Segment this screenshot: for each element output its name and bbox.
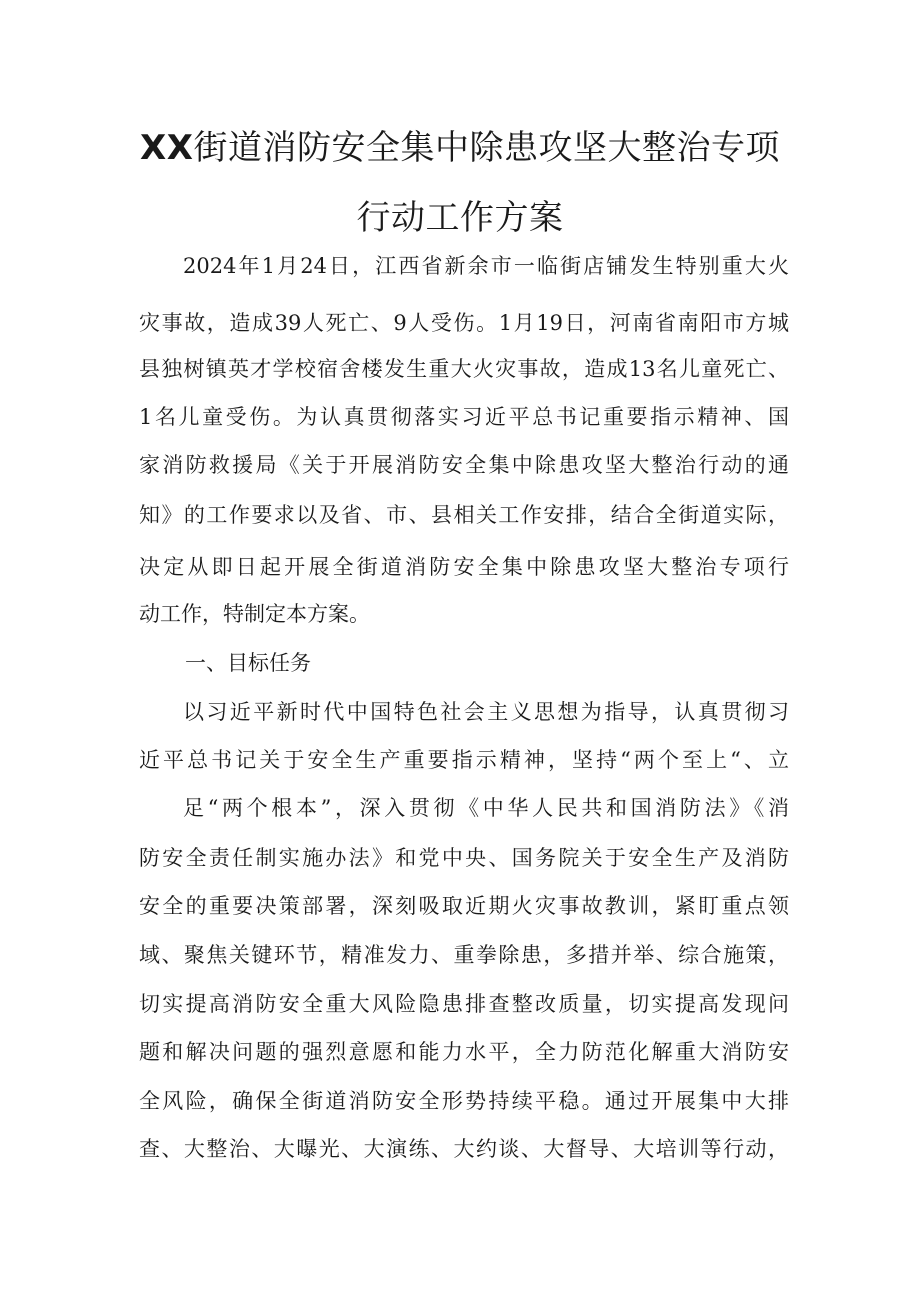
body-line-13: 安全的重要决策部署，深刻吸取近期火灾事故教训，紧盯重点领	[139, 894, 789, 918]
body-line-7: 决定从即日起开展全街道消防安全集中除患攻坚大整治专项行	[139, 555, 789, 579]
body-line-18: 查、大整治、大曝光、大演练、大约谈、大督导、大培训等行动，	[139, 1137, 789, 1161]
body-line-8: 动工作，特制定本方案。	[139, 602, 370, 626]
body-line-16: 题和解决问题的强烈意愿和能力水平，全力防范化解重大消防安	[139, 1040, 789, 1064]
body-line-4: 1名儿童受伤。为认真贯彻落实习近平总书记重要指示精神、国	[139, 405, 789, 429]
body-line-1: 2024年1月24日，江西省新余市一临街店铺发生特别重大火	[183, 254, 789, 278]
body-line-6: 知》的工作要求以及省、市、县相关工作安排，结合全街道实际，	[139, 503, 789, 527]
document-title-line-2: 行动工作方案	[356, 198, 564, 238]
body-line-3: 县独树镇英才学校宿舍楼发生重大火灾事故，造成13名儿童死亡、	[139, 357, 789, 381]
body-line-14: 域、聚焦关键环节，精准发力、重拳除患，多措并举、综合施策，	[139, 943, 789, 967]
body-line-11: 足“两个根本”，深入贯彻《中华人民共和国消防法》《消	[183, 796, 789, 820]
body-line-12: 防安全责任制实施办法》和党中央、国务院关于安全生产及消防	[139, 846, 789, 870]
document-title-line-1	[90, 128, 830, 168]
body-line-2: 灾事故，造成39人死亡、9人受伤。1月19日，河南省南阳市方城	[139, 311, 789, 335]
body-line-9: 以习近平新时代中国特色社会主义思想为指导，认真贯彻习	[183, 700, 789, 724]
body-line-15: 切实提高消防安全重大风险隐患排查整改质量，切实提高发现问	[139, 992, 789, 1016]
body-line-5: 家消防救援局《关于开展消防安全集中除患攻坚大整治行动的通	[139, 453, 789, 477]
body-line-10: 近平总书记关于安全生产重要指示精神，坚持“两个至上“、立	[139, 748, 789, 772]
section-heading: 一、目标任务	[185, 651, 311, 675]
title-prefix: XX	[140, 128, 194, 168]
body-line-17: 全风险，确保全街道消防安全形势持续平稳。通过开展集中大排	[139, 1089, 789, 1113]
title-main: 街道消防安全集中除患攻坚大整治专项	[193, 128, 780, 168]
